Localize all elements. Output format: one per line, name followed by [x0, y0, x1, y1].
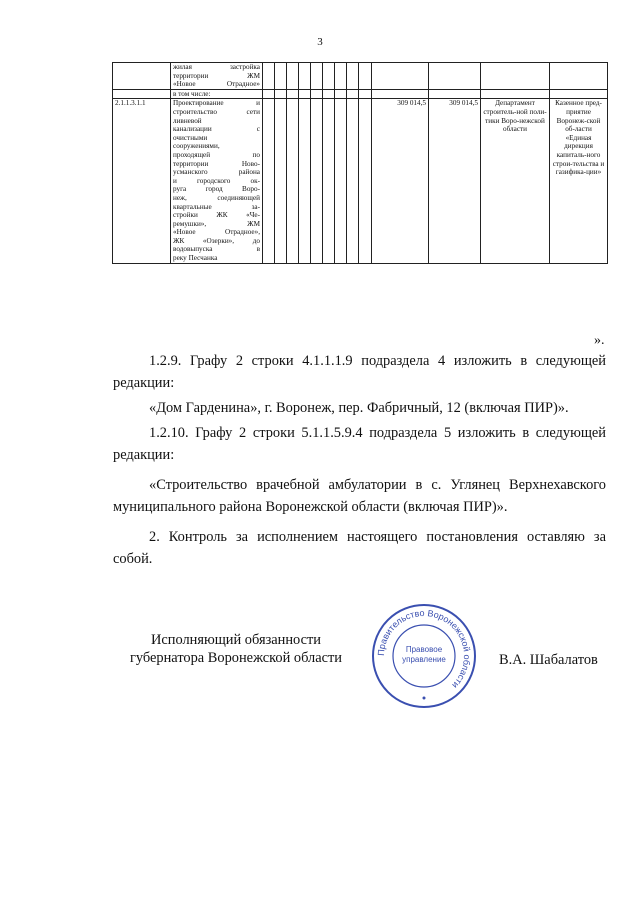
signatory-position-line2: губернатора Воронежской области	[129, 650, 342, 666]
cell-empty	[299, 63, 311, 90]
cell-amount-a	[372, 63, 429, 90]
cell-empty	[323, 99, 335, 263]
cell-empty	[287, 63, 299, 90]
cell-empty	[311, 63, 323, 90]
name-line: ливневой	[173, 116, 202, 125]
cell-empty	[287, 89, 299, 99]
cell-amount-b: 309 014,5	[429, 99, 481, 263]
cell-empty	[359, 89, 372, 99]
closing-quote: ».	[594, 333, 605, 348]
name-line: водовыпуска в	[173, 245, 260, 254]
name-line: неж, соединяющей	[173, 193, 260, 202]
cell-empty	[275, 99, 287, 263]
cell-empty	[347, 99, 359, 263]
name-line: территории Ново-	[173, 159, 260, 168]
name-line: строительство сети	[173, 107, 260, 116]
name-line: стройки ЖК «Че-	[173, 211, 260, 220]
cell-empty	[263, 99, 275, 263]
cell-empty	[275, 89, 287, 99]
seal-center-line2: управление	[402, 655, 446, 664]
name-line: территории ЖМ	[173, 71, 260, 80]
seal-ring-text: Правительство Воронежской области	[375, 607, 473, 691]
cell-department: Департамент строитель-ной поли-тики Воро-нежской области	[481, 99, 550, 263]
cell-amount-a: 309 014,5	[372, 99, 429, 263]
name-line: ЖК «Озерки», до	[173, 236, 260, 245]
cell-amount-b	[429, 89, 481, 99]
name-line: квартальные за-	[173, 202, 260, 211]
cell-empty	[299, 99, 311, 263]
table-row	[113, 89, 608, 99]
name-line: «Новое Отрадное»	[173, 80, 260, 89]
name-line: канализации с	[173, 125, 260, 134]
cell-empty	[335, 63, 347, 90]
table-row	[113, 99, 608, 263]
cell-contractor: Казенное пред-приятие Воронеж-ской об-ласти «Единая дирекция капиталь-ного строи-тельства и газифика-ции»	[550, 99, 608, 263]
cell-name	[171, 99, 263, 263]
paragraph-1-2-9: 1.2.9. Графу 2 строки 4.1.1.1.9 подраздела 4 изложить в следующей редакции:	[113, 353, 606, 391]
page-number: 3	[317, 36, 323, 48]
name-line: сооружениями,	[173, 142, 220, 151]
signatory-position-line1: Исполняющий обязанности	[150, 632, 321, 648]
paragraph-1-2-10: 1.2.10. Графу 2 строки 5.1.1.5.9.4 подраздела 5 изложить в следующей редакции:	[113, 425, 606, 463]
cell-amount-a	[372, 89, 429, 99]
name-line: Проектирование и	[173, 99, 260, 108]
cell-empty	[311, 99, 323, 263]
name-line: жилая застройка	[173, 63, 260, 71]
signatory-position	[116, 631, 356, 667]
cell-name	[171, 89, 263, 99]
cell-department	[481, 89, 550, 99]
name-line: ремушки», ЖМ	[173, 219, 260, 228]
paragraph-control: 2. Контроль за исполнением настоящего постановления оставляю за собой.	[113, 529, 606, 567]
table-row	[113, 63, 608, 90]
signatory-name: В.А. Шабалатов	[499, 652, 598, 668]
name-line: и городского ок-	[173, 176, 260, 185]
cell-code	[113, 89, 171, 99]
name-line: проходящей по	[173, 150, 260, 159]
name-line: очистными	[173, 133, 208, 142]
cell-empty	[335, 99, 347, 263]
name-line: усманского района	[173, 168, 260, 177]
cell-empty	[359, 99, 372, 263]
program-table	[112, 62, 608, 264]
name-line: реку Песчанка	[173, 254, 218, 263]
cell-code: 2.1.1.3.1.1	[113, 99, 171, 263]
seal-center-line1: Правовое	[405, 645, 443, 654]
cell-empty	[263, 63, 275, 90]
cell-contractor	[550, 89, 608, 99]
paragraph-dom-gardenina: «Дом Гарденина», г. Воронеж, пер. Фабричный, 12 (включая ПИР)».	[149, 400, 569, 416]
cell-department	[481, 63, 550, 90]
cell-empty	[323, 63, 335, 90]
cell-empty	[275, 63, 287, 90]
paragraph-ambulatoria: «Строительство врачебной амбулатории в с. Углянец Верхнехавского муниципального района Воронежской области (включая ПИР)».	[113, 477, 606, 515]
cell-empty	[311, 89, 323, 99]
cell-amount-b	[429, 63, 481, 90]
cell-empty	[359, 63, 372, 90]
cell-empty	[347, 63, 359, 90]
cell-code	[113, 63, 171, 90]
name-line: в том числе:	[173, 89, 211, 98]
cell-contractor	[550, 63, 608, 90]
cell-empty	[287, 99, 299, 263]
cell-empty	[323, 89, 335, 99]
cell-empty	[299, 89, 311, 99]
cell-name	[171, 63, 263, 90]
official-seal	[370, 602, 478, 710]
name-line: руга город Воро-	[173, 185, 260, 194]
cell-empty	[263, 89, 275, 99]
name-line: «Новое Отрадное»,	[173, 228, 260, 237]
cell-empty	[347, 89, 359, 99]
cell-empty	[335, 89, 347, 99]
